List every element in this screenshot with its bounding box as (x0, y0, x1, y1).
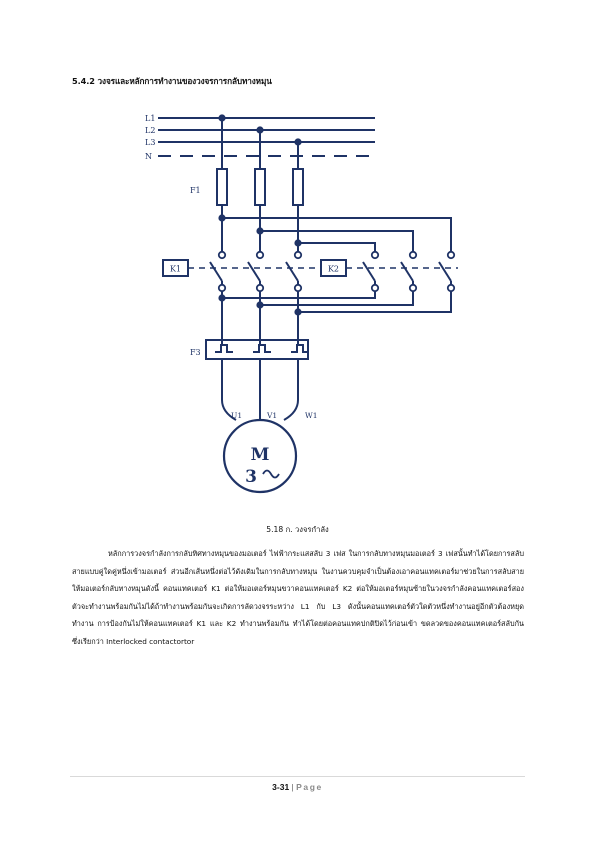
label-F3: F3 (190, 348, 201, 357)
fuse-L3 (293, 169, 303, 205)
footer-separator: | (289, 782, 297, 792)
page-word: Page (296, 782, 323, 792)
section-heading: 5.4.2 วงจรและหลักการทำงานของวงจรการกลับทางหมุน (72, 76, 272, 86)
label-K2: K2 (327, 264, 340, 274)
label-L1: L1 (145, 114, 156, 123)
label-W1: W1 (305, 411, 318, 420)
motor-letter: M (250, 445, 270, 465)
label-N: N (145, 152, 152, 161)
footer-divider (70, 776, 525, 777)
label-U1: U1 (231, 411, 243, 420)
label-L2: L2 (145, 126, 156, 135)
motor-phase-count: 3 (245, 467, 257, 487)
body-paragraph: หลักการวงจรกำลังการกลับทิศทางหมุนของมอเตอร์ ไฟฟ้ากระแสสลับ 3 เฟส ในการกลับทางหมุนมอเตอร์ 3 เฟสนั้นทำได้โดยการสลับสายแบบคู่ใดคู่หนึ่งเข้ามอเตอร์ ส่วนอีกเส้นหนึ่งต่อไว้ดังเดิมในการกลับทางหมุน ในงานควบคุมจำเป็นต้องเอาคอนแทคเตอร์มาช่วยในการสลับสายให้มอเตอร์กลับทางหมุนดังนี้ คอนแทคเตอร์ K1 ต่อให้มอเตอร์หมุนขวาคอนแทคเตอร์ K2 ต่อให้มอเตอร์หมุนซ้ายในวงจรกำลังคอนแทคเตอร์สองตัวจะทำงานพร้อมกันไม่ได้ถ้าทำงานพร้อมกันจะเกิดการลัดวงจรระหว่าง L1 กับ L3 ดังนั้นคอนแทคเตอร์ตัวใดตัวหนึ่งทำงานอยู่อีกตัวต้องหยุดทำงาน การป้องกันไม่ให้คอนแทคเตอร์ K1 และ K2 ทำงานพร้อมกัน ทำได้โดยต่อคอนแทคปกติปิดไว้ก่อนเข้า ขดลวดของคอนแทคเตอร์สลับกัน ซึ่งเรียกว่า Interlocked contactortor (72, 549, 524, 646)
page-footer (0, 782, 595, 792)
label-F1: F1 (190, 186, 201, 195)
label-L3: L3 (145, 138, 156, 147)
body-text (72, 545, 524, 651)
label-V1: V1 (267, 411, 278, 420)
page-number: 3-31 (272, 782, 290, 792)
fuse-L2 (255, 169, 265, 205)
label-K1: K1 (169, 264, 182, 274)
figure-caption: 5.18 ก. วงจรกำลัง (266, 525, 329, 534)
fuse-L1 (217, 169, 227, 205)
